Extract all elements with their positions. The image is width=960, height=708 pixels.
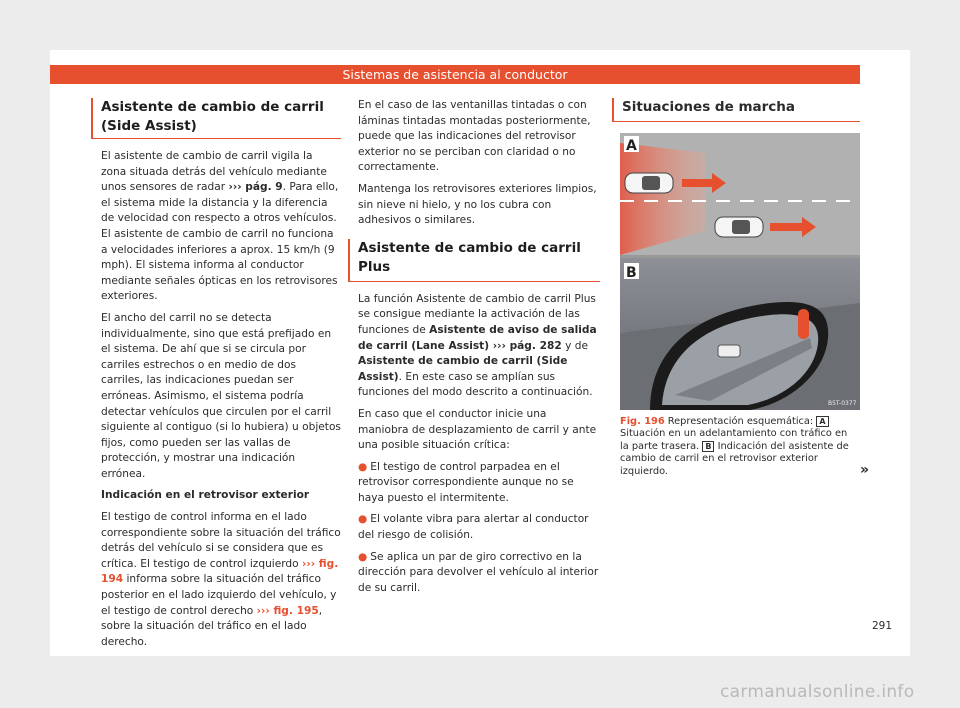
text: , sobre la situación del tráfico en el lado derecho. [101, 604, 323, 648]
fig-link[interactable]: ››› fig. 194 [101, 557, 339, 586]
section-header: Sistemas de asistencia al conductor [50, 65, 860, 84]
box-letter-b: B [702, 441, 714, 452]
car-icon [718, 345, 740, 357]
figure-196 [620, 133, 860, 410]
panel-label-b: B [626, 265, 637, 281]
bold-text: Asistente de aviso de salida de carril (Lane Assist) [358, 323, 597, 352]
figure-illustration [620, 133, 860, 410]
text: El volante vibra para alertar al conductor del riesgo de colisión. [358, 513, 589, 542]
warning-light-icon [798, 309, 809, 339]
text: y de [561, 339, 588, 352]
continue-icon: » [860, 462, 870, 478]
watermark: carmanualsonline.info [720, 682, 915, 702]
paragraph: Mantenga los retrovisores exteriores limpios, sin nieve ni hielo, y no los cubra con adhesivos o similares. [358, 182, 597, 227]
text: . En este caso se amplían sus funciones del modo descrito a continuación. [358, 370, 593, 399]
figure-caption [620, 416, 852, 478]
page-link[interactable]: ››› pág. 282 [489, 339, 562, 352]
bullet-item [358, 512, 600, 543]
bullet-item [358, 460, 600, 507]
text: informa sobre la situación del tráfico posterior en el lado izquierdo del vehículo, y el testigo de control derecho [101, 573, 337, 617]
driving-situations-heading: Situaciones de marcha [612, 98, 860, 122]
paragraph [101, 510, 341, 650]
text: Representación esquemática: [667, 416, 817, 427]
middle-column [358, 98, 600, 602]
fig-link[interactable]: ››› fig. 195 [256, 604, 319, 617]
car-icon [715, 217, 763, 237]
car-icon [625, 173, 673, 193]
side-assist-heading: Asistente de cambio de carril (Side Assist) [91, 98, 341, 139]
paragraph [101, 149, 341, 305]
paragraph: En el caso de las ventanillas tintadas o con láminas tintadas montadas posteriormente, puede que las indicaciones del retrovisor exterior no se perciban con claridad o no correctamente. [358, 99, 591, 174]
panel-label-a: A [626, 138, 637, 154]
page-link[interactable]: ››› pág. 9 [228, 181, 283, 194]
text: . Para ello, el sistema mide la distancia y la diferencia de velocidad con respecto a otros vehículos. El asistente de cambio de carril no funciona a velocidades inferiores a aprox. 15 km/h (9 mph). El sistema informa al conductor mediante señales ópticas en los retrovisores exteriores. [101, 181, 339, 303]
text: El testigo de control parpadea en el retrovisor correspondiente aunque no se haya puesto el intermitente. [358, 460, 574, 504]
caption-fig-number: Fig. 196 [620, 416, 665, 427]
text: El testigo de control informa en el lado correspondiente sobre la situación del tráfico detrás del vehículo si se considera que es crítica. El testigo de control izquierdo [101, 511, 341, 570]
paragraph: El ancho del carril no se detecta individualmente, sino que está prefijado en el sistema. De ahí que si se circula por carriles estrechos o en medio de dos carriles, las indicaciones puedan ser erróneas. Asimismo, el sistema podría detectar vehículos que circulen por el carril siguiente al contiguo (si lo hubiera) u objetos fijos, como pueden ser las vallas de protección, y mostrar una indicación errónea. [101, 311, 341, 480]
text: Indicación del asistente de cambio de carril en el retrovisor exterior izquierdo. [620, 440, 849, 477]
text: Situación en un adelantamiento con tráfico en la parte trasera. [620, 428, 848, 452]
page-number: 291 [872, 620, 893, 632]
left-column [101, 98, 341, 656]
bullet-icon: ● [358, 550, 368, 563]
bold-text: Asistente de cambio de carril (Side Assist) [358, 355, 568, 383]
paragraph [358, 292, 600, 401]
bullet-item [358, 550, 600, 597]
bullet-icon: ● [358, 513, 368, 526]
bullet-icon: ● [358, 460, 368, 473]
text: El asistente de cambio de carril vigila la zona situada detrás del vehículo mediante unos sensores de radar [101, 150, 327, 194]
text: Se aplica un par de giro correctivo en la dirección para devolver el vehículo al interior de su carril. [358, 550, 599, 594]
figure-code: B5T-0377 [828, 400, 857, 407]
text: La función Asistente de cambio de carril Plus se consigue mediante la activación de las funciones de [358, 292, 596, 336]
side-assist-plus-heading: Asistente de cambio de carril Plus [348, 239, 600, 282]
box-letter-a: A [816, 416, 828, 427]
paragraph: En caso que el conductor inicie una maniobra de desplazamiento de carril y ante una posible situación crítica: [358, 407, 597, 452]
subheading: Indicación en el retrovisor exterior [101, 489, 310, 502]
